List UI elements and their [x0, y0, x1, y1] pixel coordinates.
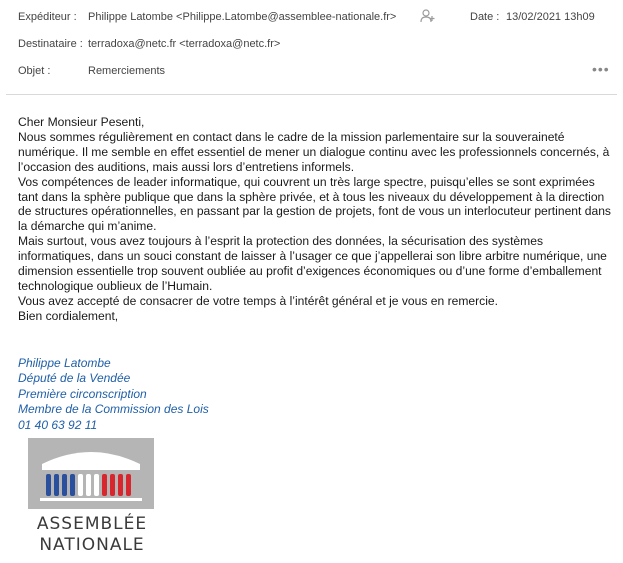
more-options-icon[interactable]: ••• — [592, 61, 610, 77]
signature-district: Première circonscription — [18, 386, 147, 401]
date-value: 13/02/2021 13h09 — [506, 11, 595, 23]
logo-text-line2: NATIONALE — [39, 535, 145, 555]
recipient-address[interactable]: terradoxa@netc.fr <terradoxa@netc.fr> — [88, 38, 281, 50]
signature-phone: 01 40 63 92 11 — [18, 417, 98, 432]
message-body — [18, 115, 613, 324]
assemblee-nationale-logo — [28, 438, 156, 556]
signature-name: Philippe Latombe — [18, 356, 111, 370]
body-paragraph: Vos compétences de leader informatique, qui couvrent un très large spectre, puisqu’elles se sont exprimées tant dans la sphère publique que dans la sphère privée, et à tous les niveaux du développement à la direction de structures opérationnelles, en passant par la gestion de projets, font de vous un interlocuteur pertinent dans la démarche qui m’anime. — [18, 174, 611, 234]
closing: Bien cordialement, — [18, 308, 119, 323]
body-paragraph: Vous avez accepté de consacrer de votre temps à l’intérêt général et je vous en remercie. — [18, 293, 498, 308]
to-label: Destinataire : — [18, 38, 83, 50]
from-label: Expéditeur : — [18, 11, 77, 23]
header-divider — [6, 94, 617, 95]
date-label: Date : — [470, 11, 500, 23]
subject-value: Remerciements — [88, 65, 166, 77]
sender-address[interactable]: Philippe Latombe <Philippe.Latombe@assemblee-nationale.fr> — [88, 11, 397, 23]
signature-block — [18, 356, 209, 433]
greeting: Cher Monsieur Pesenti, — [18, 115, 145, 129]
signature-title: Député de la Vendée — [18, 371, 131, 386]
logo-text-line1: ASSEMBLÉE — [36, 514, 148, 534]
message-header — [0, 0, 623, 95]
signature-commission: Membre de la Commission des Lois — [18, 402, 209, 417]
logo-emblem-background — [28, 438, 154, 509]
add-contact-icon[interactable] — [420, 9, 435, 23]
subject-label: Objet : — [18, 65, 51, 77]
body-paragraph: Nous sommes régulièrement en contact dans le cadre de la mission parlementaire sur la souveraineté numérique. Il me semble en effet essentiel de mener un dialogue continu avec les professionnels concernés, à l’occasion des auditions, mais aussi lors d’entretiens informels. — [18, 129, 610, 174]
body-paragraph: Mais surtout, vous avez toujours à l’esprit la protection des données, la sécurisation des systèmes informatiques, dans un souci constant de laisser à l’usager ce que j’appellerai son libre arbitre numérique, une dimension essentielle trop souvent oubliée au profit d’exigences économiques ou d’une forme d’emballement technologique oublieux de l’Humain. — [18, 234, 607, 293]
hemicycle-emblem-icon — [28, 438, 154, 509]
